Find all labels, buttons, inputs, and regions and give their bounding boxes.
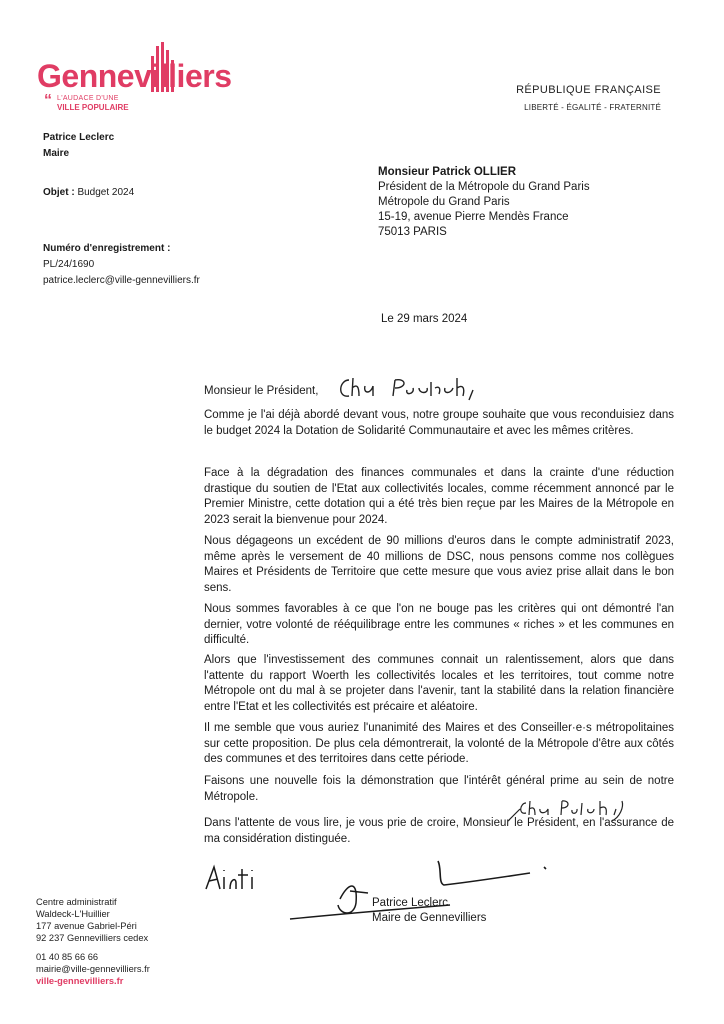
paragraph-8: Dans l'attente de vous lire, je vous prie de croire, Monsieur le Président, en l'assurance de ma considération distinguée. <box>204 817 674 845</box>
objet-label: Objet : <box>43 187 75 198</box>
footer-website-link[interactable]: ville-gennevilliers.fr <box>36 976 124 986</box>
registration-number: PL/24/1690 <box>43 259 95 270</box>
salutation: Monsieur le Président, <box>204 385 319 397</box>
paragraph-3: Nous dégageons un excédent de 90 millions d'euros dans le compte administratif 2023, même après le versement de 40 millions de DSC, nous pensons comme nos collègues Maires et Présidents de Territoire que cette mesure que vous aviez prise allait dans le bon sens. <box>204 535 674 594</box>
recipient-name: Monsieur Patrick OLLIER <box>378 166 517 178</box>
footer-contact <box>36 896 150 987</box>
signatory-name: Patrice Leclerc <box>372 897 449 909</box>
paragraph-2: Face à la dégradation des finances communales et dans la crainte d'une réduction drastique du soutien de l'Etat aux collectivités locales, comme récemment annoncé par le Premier Ministre, cette dotation qui a été très bien reçue par les Maires de la Métropole en 2023 serait la bienvenue pour 2024. <box>204 467 674 526</box>
letter-date: Le 29 mars 2024 <box>381 313 468 325</box>
footer-line-3: 177 avenue Gabriel-Péri <box>36 921 137 931</box>
objet-value: Budget 2024 <box>77 187 135 198</box>
republic-header <box>516 84 661 112</box>
handwritten-insert <box>506 797 636 823</box>
logo-wordmark: Gennevilliers <box>37 58 232 94</box>
republic-title: RÉPUBLIQUE FRANÇAISE <box>516 84 661 96</box>
footer-line-2: Waldeck-L'Huillier <box>36 909 110 919</box>
recipient-line-1: Président de la Métropole du Grand Paris <box>378 181 590 193</box>
footer-phone: 01 40 85 66 66 <box>36 952 99 962</box>
recipient-line-2: Métropole du Grand Paris <box>378 196 510 208</box>
city-logo <box>37 42 232 114</box>
logo-tagline-1: L'AUDACE D'UNE <box>57 95 119 102</box>
recipient-address <box>378 165 590 240</box>
sender-email[interactable]: patrice.leclerc@ville-gennevilliers.fr <box>43 275 200 286</box>
paragraph-1: Comme je l'ai déjà abordé devant vous, notre groupe souhaite que vous reconduisiez dans le budget 2024 la Dotation de Solidarité Communautaire et avec les mêmes critères. <box>204 409 674 437</box>
recipient-line-4: 75013 PARIS <box>378 226 447 238</box>
handwritten-salutation <box>335 372 485 402</box>
signatory-block <box>372 896 486 926</box>
paragraph-5: Alors que l'investissement des communes connait un ralentissement, alors que dans l'attente du rapport Woerth les collectivités locales et les territoires, tout comme notre Métropole ont du mal à se projeter dans l'avenir, tant la stabilité dans la relation financière entre l'Etat et les collectivités est précaire et aléatoire. <box>204 654 674 713</box>
footer-email[interactable]: mairie@ville-gennevilliers.fr <box>36 964 150 974</box>
paragraph-4: Nous sommes favorables à ce que l'on ne bouge pas les critères qui ont démontré l'an dernier, votre volonté de rééquilibrage entre les communes « riches » et les communes en difficulté. <box>204 603 674 646</box>
paragraph-6: Il me semble que vous auriez l'unanimité des Maires et des Conseiller·e·s métropolitaines sur cette proposition. De plus cela démontrerait, la volonté de la Métropole d'être aux côtés des communes et des territoires dans cette période. <box>204 722 674 765</box>
objet-line <box>43 187 134 198</box>
republic-motto: LIBERTÉ - ÉGALITÉ - FRATERNITÉ <box>524 103 661 112</box>
sender-role: Maire <box>43 148 70 159</box>
sender-name: Patrice Leclerc <box>43 132 115 143</box>
signatory-title: Maire de Gennevilliers <box>372 912 487 924</box>
registration-label: Numéro d'enregistrement : <box>43 243 171 254</box>
recipient-line-3: 15-19, avenue Pierre Mendès France <box>378 211 569 223</box>
logo-tagline-2: VILLE POPULAIRE <box>57 103 129 112</box>
footer-line-4: 92 237 Gennevilliers cedex <box>36 933 149 943</box>
footer-line-1: Centre administratif <box>36 897 117 907</box>
logo-quote-icon: “ <box>44 92 52 109</box>
paragraph-7: Faisons une nouvelle fois la démonstration que l'intérêt général prime au sein de notre Métropole. <box>204 775 674 803</box>
